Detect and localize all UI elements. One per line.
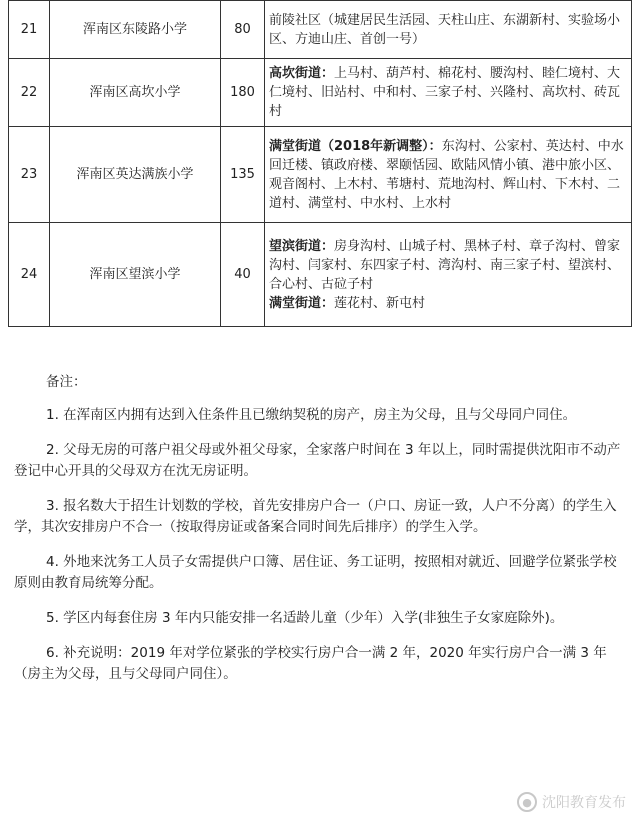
note-item: 4. 外地来沈务工人员子女需提供户口簿、居住证、务工证明，按照相对就近、回避学位紧张学校原则由教育局统筹分配。: [14, 554, 617, 591]
street-name: 满堂街道：: [269, 295, 335, 311]
note-item: 6. 补充说明：2019 年对学位紧张的学校实行房户合一满 2 年，2020 年实行房户合一满 3 年（房主为父母，且与父母同户同住）。: [14, 645, 607, 682]
notes-section: [14, 372, 626, 699]
street-name: 高坎街道：: [269, 66, 335, 81]
row-number: 23: [9, 127, 50, 223]
area-villages: 东沟村、公家村、英达村、中水回迁楼、镇政府楼、翠颐恬园、欧陆风情小镇、港中旅小区、观音阁村、上木村、苇塘村、荒地沟村、辉山村、下木村、二道村、满堂村、中水村、上水村: [269, 138, 624, 211]
enrollment-plan: 80: [221, 1, 265, 59]
note-item: 2. 父母无房的可落户祖父母或外祖父母家，全家落户时间在 3 年以上，同时需提供沈阳市不动产登记中心开具的父母双方在沈无房证明。: [14, 442, 621, 479]
school-name: 浑南区英达满族小学: [50, 127, 221, 223]
district-area: [265, 127, 632, 223]
row-number: 22: [9, 59, 50, 127]
enrollment-plan: 180: [221, 59, 265, 127]
district-area: [265, 59, 632, 127]
area-line: [269, 64, 627, 121]
notes-title: 备注：: [46, 374, 87, 390]
watermark: [517, 792, 626, 812]
area-villages: 上马村、葫芦村、棉花村、腰沟村、睦仁境村、大仁境村、旧站村、中和村、三家子村、兴隆村、高坎村、砖瓦村: [269, 66, 621, 119]
enrollment-plan: 135: [221, 127, 265, 223]
area-line: [269, 294, 627, 313]
table-row: [9, 127, 632, 223]
school-name: 浑南区望滨小学: [50, 223, 221, 327]
school-district-table: [8, 0, 632, 327]
school-name: 浑南区东陵路小学: [50, 1, 221, 59]
street-name: 满堂街道（2018年新调整）：: [269, 138, 442, 154]
street-name: 望滨街道：: [269, 238, 335, 254]
table-body: [9, 1, 632, 327]
enrollment-plan: 40: [221, 223, 265, 327]
area-line: [269, 11, 627, 49]
note-item: 5. 学区内每套住房 3 年内只能安排一名适龄儿童（少年）入学(非独生子女家庭除外)。: [46, 610, 564, 626]
table-row: [9, 1, 632, 59]
district-area: [265, 223, 632, 327]
watermark-text: 沈阳教育发布: [542, 795, 626, 811]
area-villages: 房身沟村、山城子村、黑林子村、章子沟村、曾家沟村、闫家村、东四家子村、湾沟村、南三家子村、望滨村、合心村、古砬子村: [269, 238, 621, 292]
table-row: [9, 223, 632, 327]
school-name: 浑南区高坎小学: [50, 59, 221, 127]
area-villages: 莲花村、新屯村: [334, 295, 426, 311]
wechat-icon: ●: [517, 792, 537, 812]
note-item: 1. 在浑南区内拥有达到入住条件且已缴纳契税的房产，房主为父母，且与父母同户同住。: [46, 407, 577, 423]
note-item: 3. 报名数大于招生计划数的学校，首先安排房户合一（户口、房证一致，人户不分离）的学生入学，其次安排房户不合一（按取得房证或备案合同时间先后排序）的学生入学。: [14, 498, 617, 535]
area-villages: 前陵社区（城建居民生活园、天柱山庄、东湖新村、实验场小区、方迪山庄、首创一号）: [269, 12, 621, 47]
district-area: [265, 1, 632, 59]
area-line: [269, 137, 627, 213]
area-line: [269, 237, 627, 294]
table-row: [9, 59, 632, 127]
row-number: 21: [9, 1, 50, 59]
row-number: 24: [9, 223, 50, 327]
